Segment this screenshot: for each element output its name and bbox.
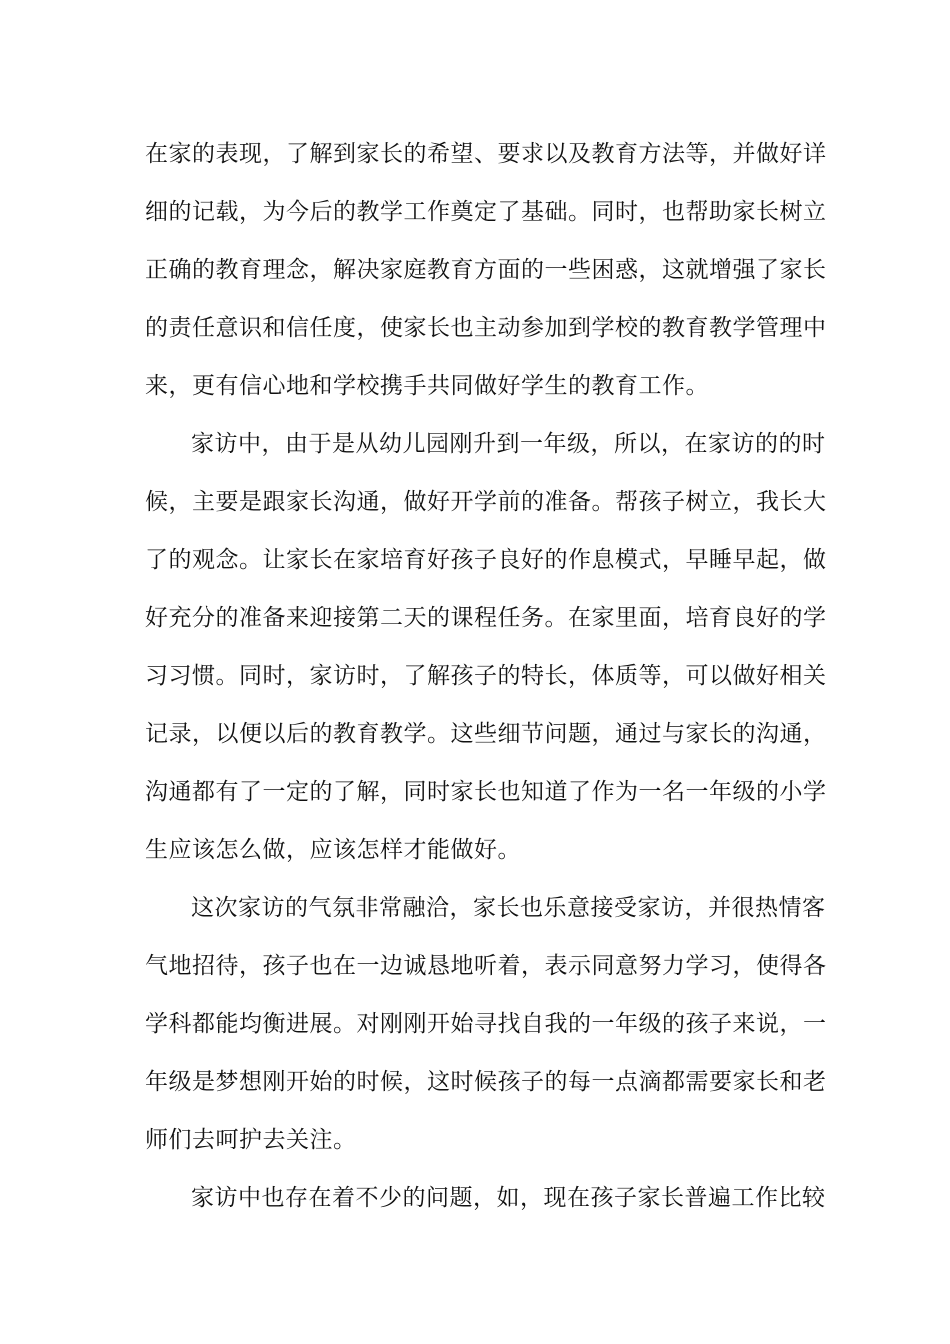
text-line: 正确的教育理念，解决家庭教育方面的一些困惑，这就增强了家长 [145, 257, 827, 283]
text-line: 生应该怎么做，应该怎样才能做好。 [145, 837, 521, 863]
paragraph [145, 879, 827, 1169]
text-line: 细的记载，为今后的教学工作奠定了基础。同时，也帮助家长树立 [145, 199, 827, 225]
text-line: 家访中也存在着不少的问题，如，现在孩子家长普遍工作比较 [191, 1185, 826, 1211]
text-line: 在家的表现，了解到家长的希望、要求以及教育方法等，并做好详 [145, 141, 827, 167]
text-line: 候，主要是跟家长沟通，做好开学前的准备。帮孩子树立，我长大 [145, 489, 827, 515]
document-body [145, 125, 827, 1227]
text-line: 家访中，由于是从幼儿园刚升到一年级，所以，在家访的的时 [191, 431, 826, 457]
text-line: 来，更有信心地和学校携手共同做好学生的教育工作。 [145, 373, 709, 399]
text-line: 沟通都有了一定的了解，同时家长也知道了作为一名一年级的小学 [145, 779, 827, 805]
text-line: 习习惯。同时，家访时，了解孩子的特长，体质等，可以做好相关 [145, 663, 827, 689]
text-line: 学科都能均衡进展。对刚刚开始寻找自我的一年级的孩子来说，一 [145, 1011, 827, 1037]
paragraph [145, 415, 827, 879]
paragraph [145, 1169, 826, 1227]
text-line: 师们去呵护去关注。 [145, 1127, 357, 1153]
text-line: 气地招待，孩子也在一边诚恳地听着，表示同意努力学习，使得各 [145, 953, 827, 979]
text-line: 了的观念。让家长在家培育好孩子良好的作息模式，早睡早起，做 [145, 547, 827, 573]
text-line: 好充分的准备来迎接第二天的课程任务。在家里面，培育良好的学 [145, 605, 827, 631]
text-line: 的责任意识和信任度，使家长也主动参加到学校的教育教学管理中 [145, 315, 827, 341]
text-line: 这次家访的气氛非常融洽，家长也乐意接受家访，并很热情客 [191, 895, 826, 921]
text-line: 记录，以便以后的教育教学。这些细节问题，通过与家长的沟通， [145, 721, 827, 747]
paragraph [145, 125, 827, 415]
text-line: 年级是梦想刚开始的时候，这时候孩子的每一点滴都需要家长和老 [145, 1069, 827, 1095]
